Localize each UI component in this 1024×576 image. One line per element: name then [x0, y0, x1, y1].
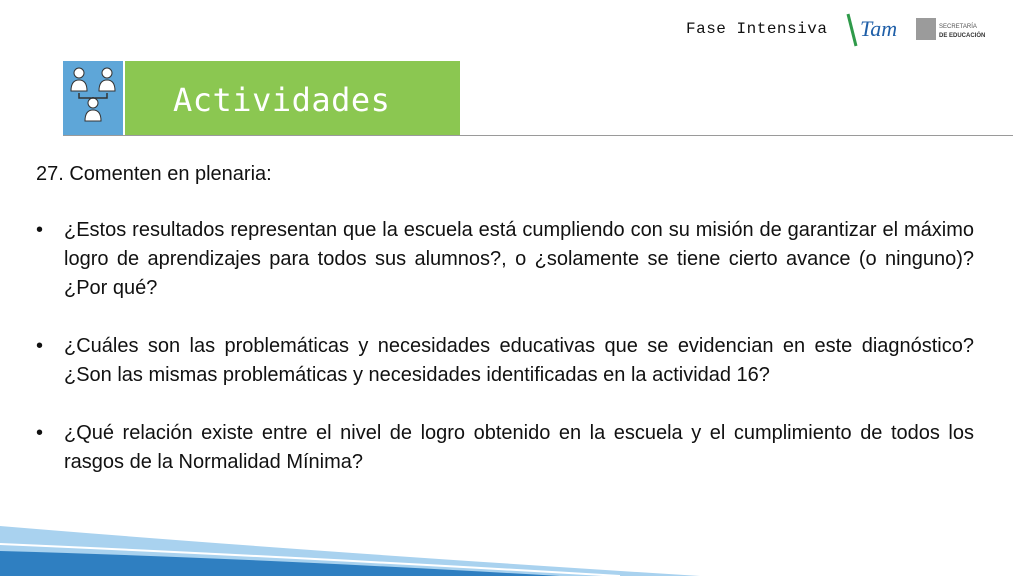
- section-title-box: [125, 61, 460, 136]
- secretaria-line-2: DE EDUCACIÓN: [939, 33, 986, 39]
- header-divider: [63, 135, 1013, 136]
- list-item: [36, 332, 974, 390]
- secretaria-line-1: SECRETARÍA: [939, 24, 977, 30]
- activity-heading: 27. Comenten en plenaria:: [36, 163, 272, 185]
- institution-logos: [846, 10, 996, 50]
- slide-content: [36, 160, 974, 506]
- footer-swoosh: [0, 496, 1024, 576]
- tam-logo: Tam: [860, 16, 898, 41]
- tam-logo-slash: [848, 14, 856, 46]
- bullet-marker: •: [36, 422, 44, 444]
- list-item: [36, 216, 974, 303]
- section-title: Actividades: [173, 81, 391, 119]
- bullet-marker: •: [36, 219, 44, 241]
- question-text: ¿Estos resultados representan que la escuela está cumpliendo con su misión de garantizar el máximo logro de aprendizajes para todos sus alumnos?, o ¿solamente se tiene cierto avance (o ninguno)? ¿Por qué?: [64, 219, 974, 299]
- secretaria-seal-icon: [916, 18, 936, 40]
- people-hierarchy-icon: [63, 61, 123, 136]
- bullet-marker: •: [36, 335, 44, 357]
- list-item: [36, 419, 974, 477]
- question-list: [36, 216, 974, 477]
- question-text: ¿Qué relación existe entre el nivel de logro obtenido en la escuela y el cumplimiento de todos los rasgos de la Normalidad Mínima?: [64, 422, 974, 473]
- phase-label: Fase Intensiva: [686, 20, 828, 38]
- activity-icon-box: [63, 61, 123, 136]
- question-text: ¿Cuáles son las problemáticas y necesidades educativas que se evidencian en este diagnóstico? ¿Son las mismas problemáticas y necesidades identificadas en la actividad 16?: [64, 335, 974, 386]
